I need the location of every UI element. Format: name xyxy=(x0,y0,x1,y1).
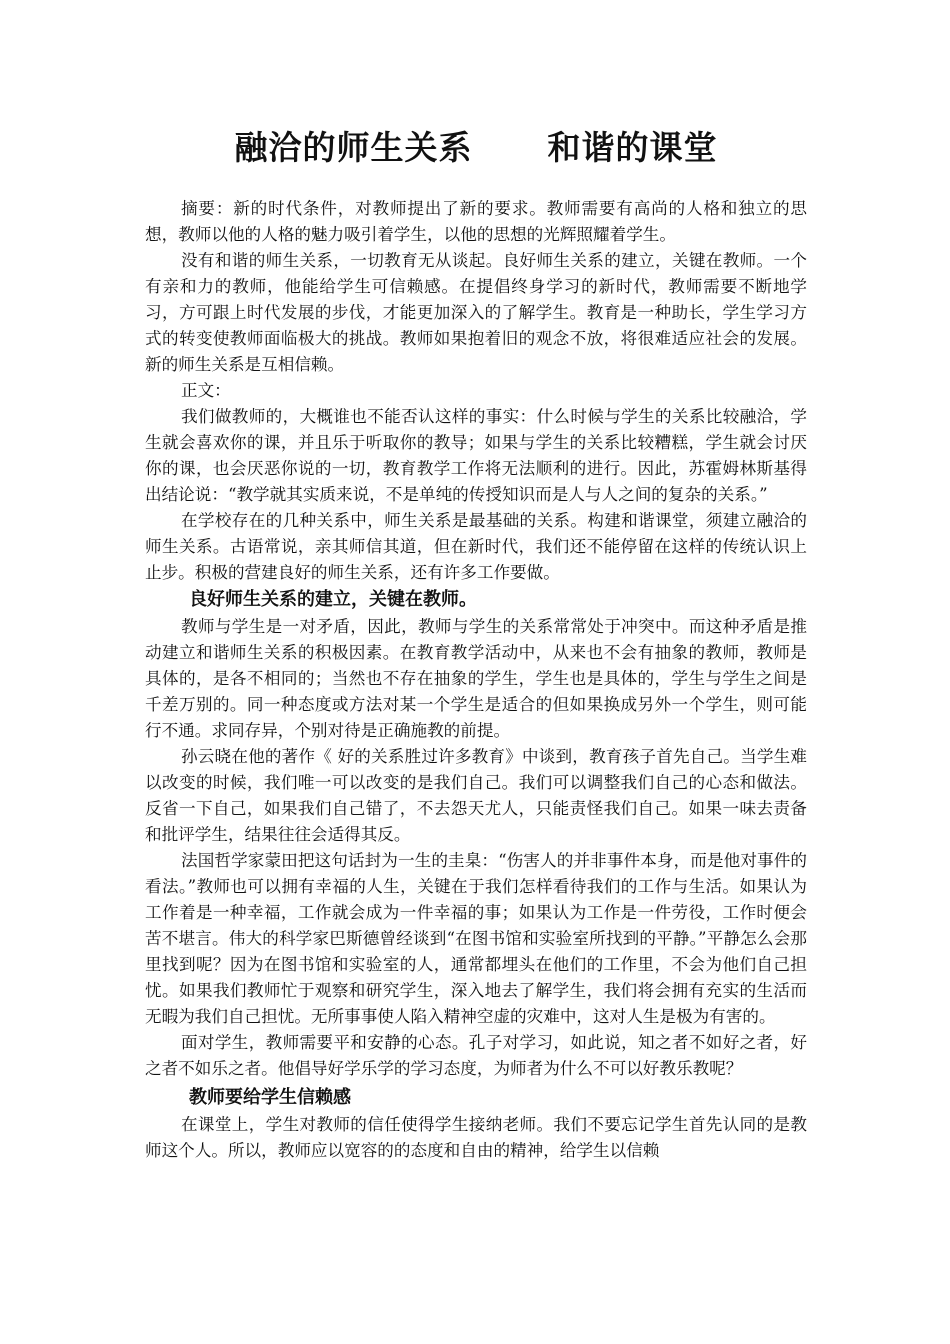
body-paragraph: 在课堂上，学生对教师的信任使得学生接纳老师。我们不要忘记学生首先认同的是教师这个人。所以，教师应以宽容的的态度和自由的精神，给学生以信赖 xyxy=(145,1115,807,1160)
body-paragraph: 孙云晓在他的著作《 好的关系胜过许多教育》中谈到，教育孩子首先自己。当学生难以改变的时候，我们唯一可以改变的是我们自己。我们可以调整我们自己的心态和做法。反省一下自己，如果我们自己错了，不去怨天尤人，只能责怪我们自己。如果一味去责备和批评学生，结果往往会适得其反。 xyxy=(145,747,807,844)
body-paragraph: 在学校存在的几种关系中，师生关系是最基础的关系。构建和谐课堂，须建立融洽的师生关系。古语常说，亲其师信其道，但在新时代，我们还不能停留在这样的传统认识上止步。积极的营建良好的师生关系，还有许多工作要做。 xyxy=(145,511,807,582)
abstract-paragraph: 摘要：新的时代条件，对教师提出了新的要求。教师需要有高尚的人格和独立的思想，教师以他的人格的魅力吸引着学生，以他的思想的光辉照耀着学生。 xyxy=(145,199,807,244)
body-paragraph: 教师与学生是一对矛盾，因此，教师与学生的关系常常处于冲突中。而这种矛盾是推动建立和谐师生关系的积极因素。在教育教学活动中，从来也不会有抽象的教师，教师是具体的，是各不相同的；当然也不存在抽象的学生，学生也是具体的，学生与学生之间是千差万别的。同一种态度或方法对某一个学生是适合的但如果换成另外一个学生，则可能行不通。求同存异，个别对待是正确施教的前提。 xyxy=(145,617,807,740)
body-paragraph: 面对学生，教师需要平和安静的心态。孔子对学习，如此说，知之者不如好之者，好之者不如乐之者。他倡导好学乐学的学习态度，为师者为什么不可以好教乐教呢？ xyxy=(145,1033,807,1078)
body-paragraph: 我们做教师的，大概谁也不能否认这样的事实：什么时候与学生的关系比较融洽，学生就会喜欢你的课，并且乐于听取你的教导；如果与学生的关系比较糟糕，学生就会讨厌你的课，也会厌恶你说的一切，教育教学工作将无法顺利的进行。因此，苏霍姆林斯基得出结论说：“教学就其实质来说，不是单纯的传授知识而是人与人之间的复杂的关系。” xyxy=(145,407,807,504)
document-page xyxy=(145,118,807,1164)
abstract-paragraph-2: 没有和谐的师生关系，一切教育无从谈起。良好师生关系的建立，关键在教师。一个有亲和力的教师，他能给学生可信赖感。在提倡终身学习的新时代，教师需要不断地学习，方可跟上时代发展的步伐，才能更加深入的了解学生。教育是一种助长，学生学习方式的转变使教师面临极大的挑战。教师如果抱着旧的观念不放，将很难适应社会的发展。新的师生关系是互相信赖。 xyxy=(145,251,807,374)
section-heading-2: 教师要给学生信赖感 xyxy=(189,1087,351,1108)
body-label: 正文： xyxy=(181,381,231,400)
section-heading-1: 良好师生关系的建立，关键在教师。 xyxy=(189,589,477,610)
document-title: 融洽的师生关系 和谐的课堂 xyxy=(234,128,718,167)
body-paragraph: 法国哲学家蒙田把这句话封为一生的圭臬：“伤害人的并非事件本身，而是他对事件的看法。”教师也可以拥有幸福的人生，关键在于我们怎样看待我们的工作与生活。如果认为工作着是一种幸福，工作就会成为一件幸福的事；如果认为工作是一件劳役，工作时便会苦不堪言。伟大的科学家巴斯德曾经谈到“在图书馆和实验室所找到的平静。”平静怎么会那里找到呢？因为在图书馆和实验室的人，通常都埋头在他们的工作里，不会为他们自己担忧。如果我们教师忙于观察和研究学生，深入地去了解学生，我们将会拥有充实的生活而无暇为我们自己担忧。无所事事使人陷入精神空虚的灾难中，这对人生是极为有害的。 xyxy=(145,851,807,1026)
